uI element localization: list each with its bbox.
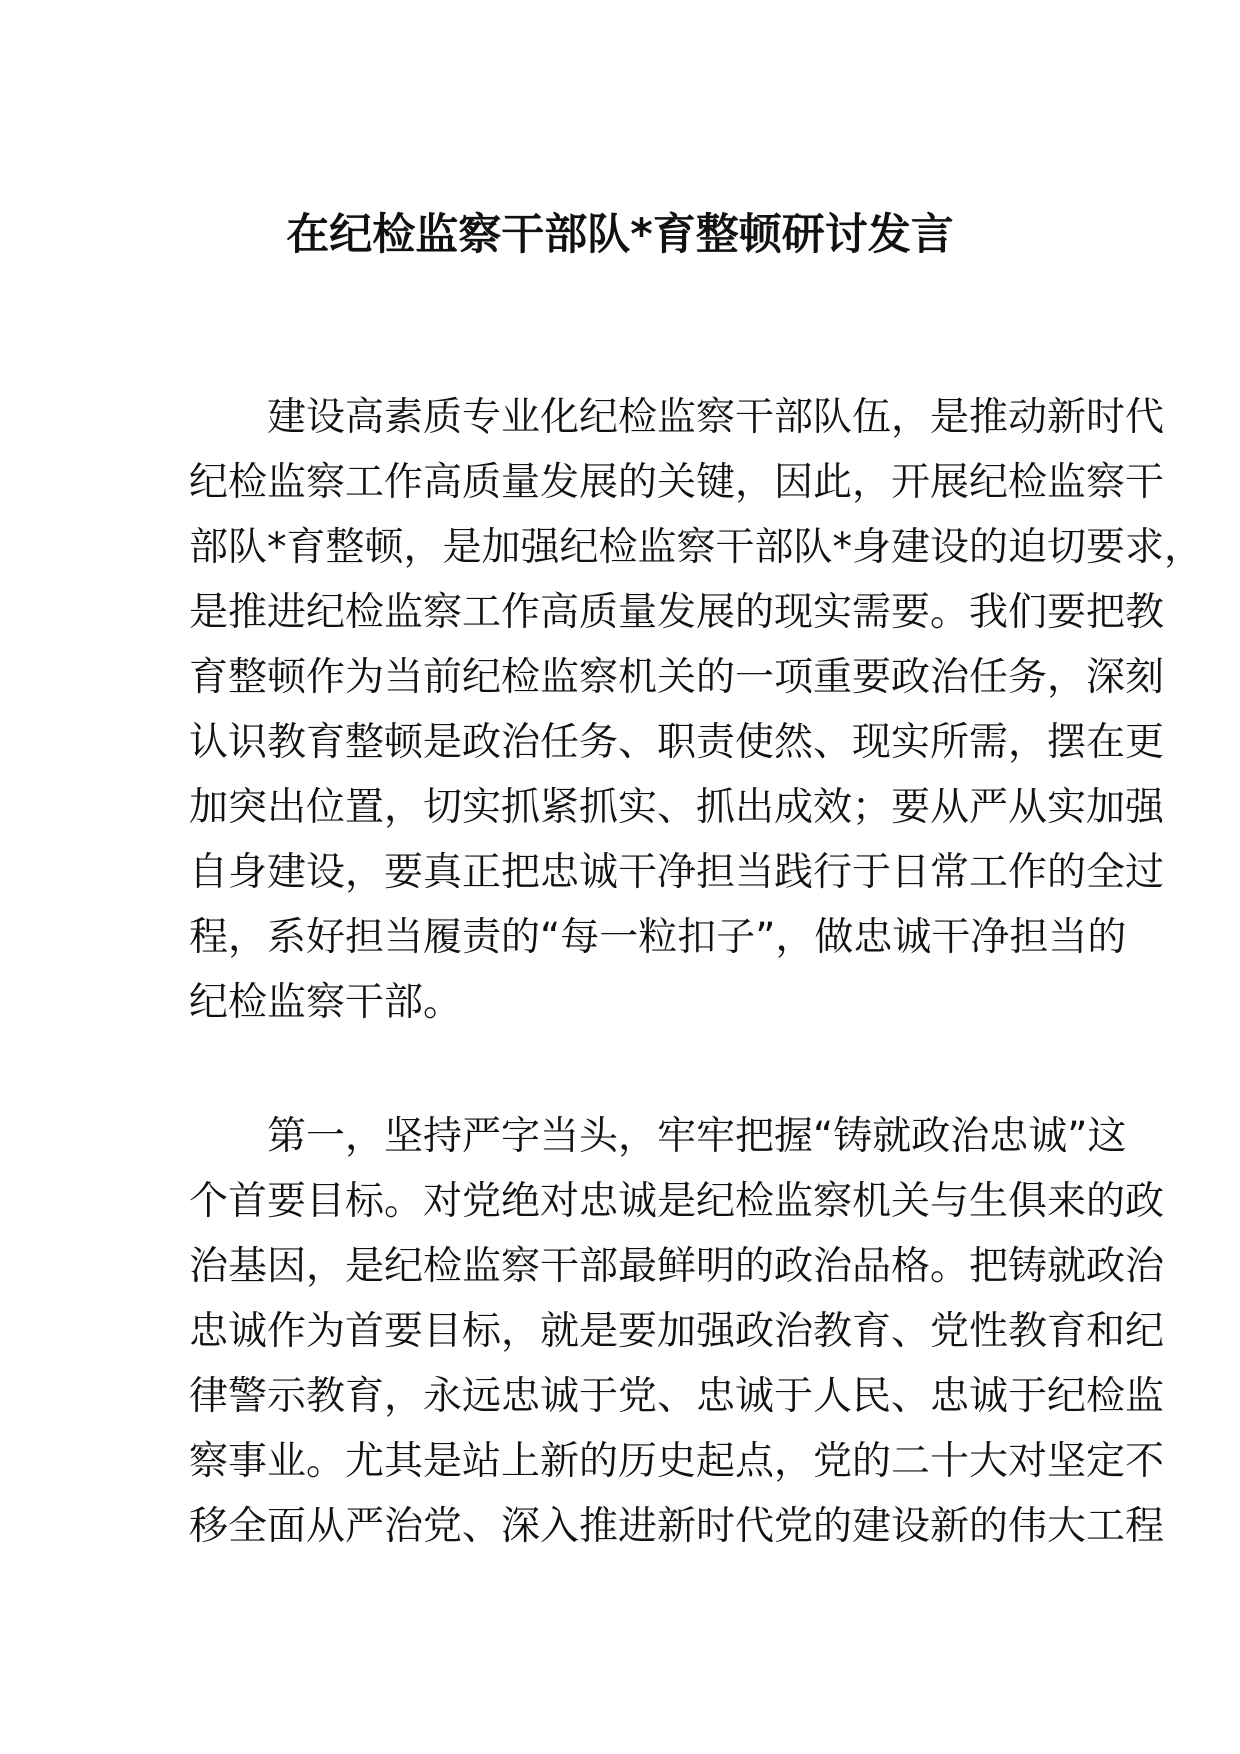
text-line: 第一，坚持严字当头，牢牢把握“铸就政治忠诚”这 bbox=[267, 1114, 1127, 1159]
text-line: 治基因，是纪检监察干部最鲜明的政治品格。把铸就政治 bbox=[189, 1244, 1165, 1289]
text-line: 部队*育整顿，是加强纪检监察干部队*身建设的迫切要求， bbox=[189, 525, 1204, 570]
text-line: 是推进纪检监察工作高质量发展的现实需要。我们要把教 bbox=[189, 590, 1165, 635]
text-line: 移全面从严治党、深入推进新时代党的建设新的伟大工程 bbox=[189, 1504, 1165, 1549]
text-line: 纪检监察干部。 bbox=[189, 980, 463, 1025]
text-line: 纪检监察工作高质量发展的关键，因此，开展纪检监察干 bbox=[189, 460, 1165, 505]
text-line: 育整顿作为当前纪检监察机关的一项重要政治任务，深刻 bbox=[189, 655, 1165, 700]
text-line: 律警示教育，永远忠诚于党、忠诚于人民、忠诚于纪检监 bbox=[189, 1374, 1165, 1419]
paragraph-1 bbox=[189, 385, 1204, 1035]
document-title: 在纪检监察干部队*育整顿研讨发言 bbox=[286, 210, 954, 260]
text-line: 个首要目标。对党绝对忠诚是纪检监察机关与生俱来的政 bbox=[189, 1179, 1165, 1224]
text-line: 忠诚作为首要目标，就是要加强政治教育、党性教育和纪 bbox=[189, 1309, 1165, 1354]
text-line: 察事业。尤其是站上新的历史起点，党的二十大对坚定不 bbox=[189, 1439, 1165, 1484]
text-line: 加突出位置，切实抓紧抓实、抓出成效；要从严从实加强 bbox=[189, 785, 1165, 830]
paragraph-2 bbox=[189, 1104, 1165, 1559]
text-line: 认识教育整顿是政治任务、职责使然、现实所需，摆在更 bbox=[189, 720, 1165, 765]
text-line: 自身建设，要真正把忠诚干净担当践行于日常工作的全过 bbox=[189, 850, 1165, 895]
text-line: 建设高素质专业化纪检监察干部队伍，是推动新时代 bbox=[267, 395, 1165, 440]
text-line: 程，系好担当履责的“每一粒扣子”，做忠诚干净担当的 bbox=[189, 915, 1127, 960]
